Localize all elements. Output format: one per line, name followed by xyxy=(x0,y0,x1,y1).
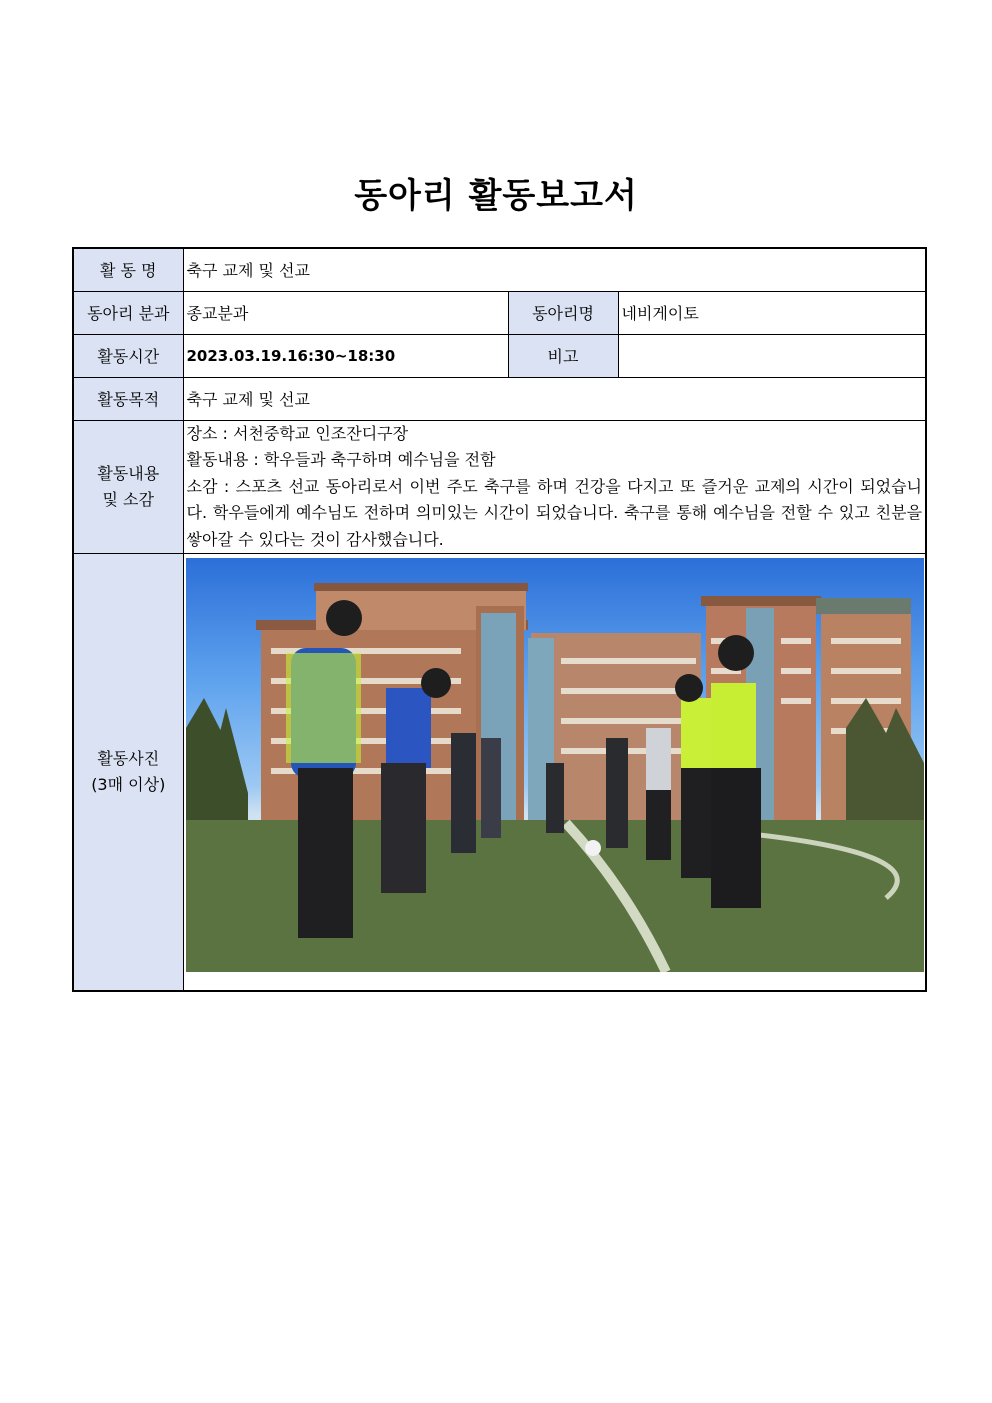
photo-label-line1: 활동사진 xyxy=(97,749,160,768)
photo-label-line2: (3매 이상) xyxy=(91,775,166,794)
club-division-label: 동아리 분과 xyxy=(73,291,183,334)
content-line-impression: 소감 : 스포츠 선교 동아리로서 이번 주도 축구를 하며 건강을 다지고 또 즐거운 교제의 시간이 되었습니다. 학우들에게 예수님도 전하며 의미있는 시간이 되었습니다. 축구를 통해 예수님을 전할 수 있고 친분을 쌓아갈 수 있다는 것이 감사했습니다. xyxy=(186,476,923,549)
content-label-line2: 및 소감 xyxy=(102,489,154,509)
row-purpose xyxy=(73,377,926,420)
purpose-label: 활동목적 xyxy=(73,377,183,420)
club-name-value: 네비게이토 xyxy=(618,291,926,334)
row-club-division xyxy=(73,291,926,334)
remarks-label: 비고 xyxy=(508,334,618,377)
content-text xyxy=(183,420,926,554)
activity-time-value: 2023.03.19.16:30~18:30 xyxy=(183,334,508,377)
page-title: 동아리 활동보고서 xyxy=(354,176,638,216)
report-table xyxy=(72,247,927,992)
activity-name-value: 축구 교제 및 선교 xyxy=(183,248,926,291)
remarks-value xyxy=(618,334,926,377)
photo-label xyxy=(73,554,183,992)
content-line-location: 장소 : 서천중학교 인조잔디구장 xyxy=(186,423,409,443)
activity-time-label: 활동시간 xyxy=(73,334,183,377)
content-label xyxy=(73,420,183,554)
content-label-line1: 활동내용 xyxy=(97,463,160,483)
row-photo xyxy=(73,554,926,992)
club-name-label: 동아리명 xyxy=(508,291,618,334)
club-division-value: 종교분과 xyxy=(183,291,508,334)
row-activity-time xyxy=(73,334,926,377)
row-activity-name xyxy=(73,248,926,291)
row-content xyxy=(73,420,926,554)
activity-name-label: 활 동 명 xyxy=(73,248,183,291)
photo-cell xyxy=(183,554,926,992)
purpose-value: 축구 교제 및 선교 xyxy=(183,377,926,420)
activity-photo xyxy=(186,558,924,972)
content-line-activity: 활동내용 : 학우들과 축구하며 예수님을 전함 xyxy=(186,450,496,469)
